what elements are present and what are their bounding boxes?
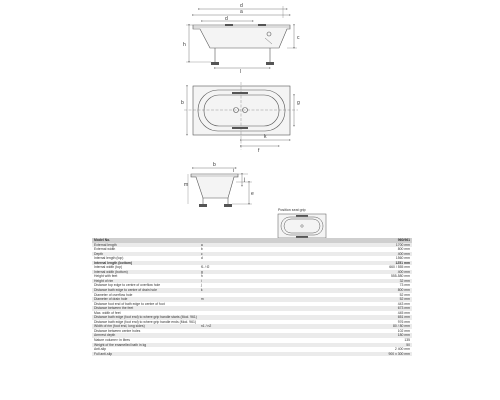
dim-label-i: i bbox=[233, 168, 235, 174]
spec-label: Distance bath edge to centre of drain hole bbox=[92, 288, 199, 293]
spec-value: 976 mm bbox=[397, 319, 410, 324]
spec-label: Height with feet bbox=[94, 274, 118, 279]
table-row bbox=[92, 352, 412, 357]
spec-label: Nature volume²³ in litres bbox=[94, 338, 130, 343]
end-view bbox=[188, 168, 252, 207]
spec-symbol: n1 / n2 bbox=[199, 324, 243, 329]
spec-symbol: c bbox=[199, 252, 243, 257]
spec-label: Distance between the feet bbox=[92, 306, 199, 311]
dim-label-d-half: d bbox=[225, 16, 228, 22]
spec-value: 400 mm bbox=[243, 270, 412, 275]
spec-value: 660 / 555 mm bbox=[389, 265, 410, 270]
spec-symbol: f1 / f2 bbox=[200, 265, 210, 270]
spec-label: Depth bbox=[92, 252, 199, 257]
spec-value: 555-580 mm bbox=[390, 274, 410, 279]
spec-value: 1251 mm bbox=[243, 261, 412, 266]
spec-table bbox=[92, 238, 412, 356]
spec-label: Width of rim (foot end, long sides) bbox=[92, 324, 199, 329]
dim-label-a: a bbox=[240, 9, 243, 15]
spec-label: Internal length (top) bbox=[94, 256, 124, 261]
spec-symbol: g bbox=[199, 270, 243, 275]
spec-value: 1560 mm bbox=[395, 256, 410, 261]
spec-label: Height of rim bbox=[92, 279, 199, 284]
spec-value: 443 mm bbox=[397, 301, 410, 306]
spec-symbol: d bbox=[200, 256, 203, 261]
spec-symbol: b bbox=[200, 247, 203, 252]
spec-label: Weight of the enamelled bath in kg bbox=[92, 343, 199, 348]
spec-label: Armrest depth bbox=[92, 333, 199, 338]
spec-value: 1700 mm bbox=[243, 243, 412, 248]
spec-label: Distance bath edge (foot end) to where grip handle ends (Mod. 961) bbox=[94, 319, 196, 324]
spec-label: Internal length (bottom) bbox=[92, 261, 199, 266]
spec-value: 80 / 80 mm bbox=[243, 324, 412, 329]
top-view bbox=[184, 82, 298, 150]
dim-label-c: c bbox=[297, 35, 300, 41]
dim-label-e: e bbox=[251, 191, 254, 197]
spec-value: 673 mm bbox=[243, 306, 412, 311]
spec-label: External width bbox=[94, 247, 116, 252]
spec-value: 800 mm bbox=[243, 288, 412, 293]
position-grip-label: Position seat grip bbox=[278, 208, 306, 212]
table-header-label: Model No. bbox=[92, 238, 199, 243]
spec-label: Max. width of feet bbox=[94, 310, 121, 315]
spec-label: Full anti-slip bbox=[92, 352, 199, 357]
spec-symbol: i bbox=[199, 279, 243, 284]
spec-symbol: k bbox=[199, 288, 243, 293]
spec-value: 50 bbox=[243, 343, 412, 348]
spec-value: 445 mm bbox=[397, 310, 410, 315]
spec-label: Anti-slip bbox=[94, 347, 107, 352]
dim-label-j: j bbox=[244, 177, 246, 183]
spec-label: External length bbox=[92, 243, 199, 248]
spec-label: Distance between centre holes bbox=[94, 328, 141, 333]
dim-label-f: f bbox=[258, 148, 260, 154]
spec-symbol: m bbox=[199, 297, 243, 302]
dim-label-h: h bbox=[183, 42, 186, 48]
spec-label: Diameter of drain hole bbox=[92, 297, 199, 302]
spec-value: 651 mm bbox=[243, 315, 412, 320]
spec-value: 180 mm bbox=[243, 333, 412, 338]
spec-value: 2 400 mm bbox=[394, 347, 410, 352]
spec-label: Internal width (bottom) bbox=[92, 270, 199, 275]
spec-value: 400 mm bbox=[243, 252, 412, 257]
seat-grip-diagram bbox=[278, 214, 326, 240]
spec-symbol: j bbox=[200, 283, 202, 288]
spec-label: Distance bath edge (foot end) to where grip handle starts (Mod. 961) bbox=[94, 315, 197, 320]
spec-label: Distance top edge to centre of overflow hole bbox=[94, 283, 161, 288]
spec-value: 135 bbox=[404, 338, 410, 343]
table-header-value: 960/961 bbox=[243, 238, 412, 243]
dim-label-g: g bbox=[297, 100, 300, 106]
spec-value: 52 mm bbox=[243, 297, 412, 302]
spec-value: 900 x 300 mm bbox=[243, 352, 412, 357]
spec-symbol: a bbox=[199, 243, 243, 248]
dim-label-l: l bbox=[240, 69, 242, 75]
spec-symbol bbox=[199, 352, 243, 357]
dim-label-b-end: b bbox=[213, 162, 216, 168]
dim-label-k: k bbox=[264, 134, 267, 140]
spec-label: Diameter of overflow hole bbox=[94, 292, 133, 297]
spec-label: Internal width (top) bbox=[94, 265, 123, 270]
spec-value: 73 mm bbox=[399, 283, 410, 288]
spec-value: 52 mm bbox=[399, 292, 410, 297]
spec-label: Distance foot end of bath edge to centre of foot bbox=[94, 301, 165, 306]
side-view bbox=[186, 6, 297, 68]
spec-value: 32 mm bbox=[243, 279, 412, 284]
spec-symbol: h bbox=[200, 274, 203, 279]
spec-value: 800 mm bbox=[397, 247, 410, 252]
dim-label-b-top: b bbox=[181, 100, 184, 106]
dim-label-d: d bbox=[240, 3, 243, 9]
spec-value: 102 mm bbox=[397, 328, 410, 333]
dim-label-m: m bbox=[184, 182, 189, 188]
